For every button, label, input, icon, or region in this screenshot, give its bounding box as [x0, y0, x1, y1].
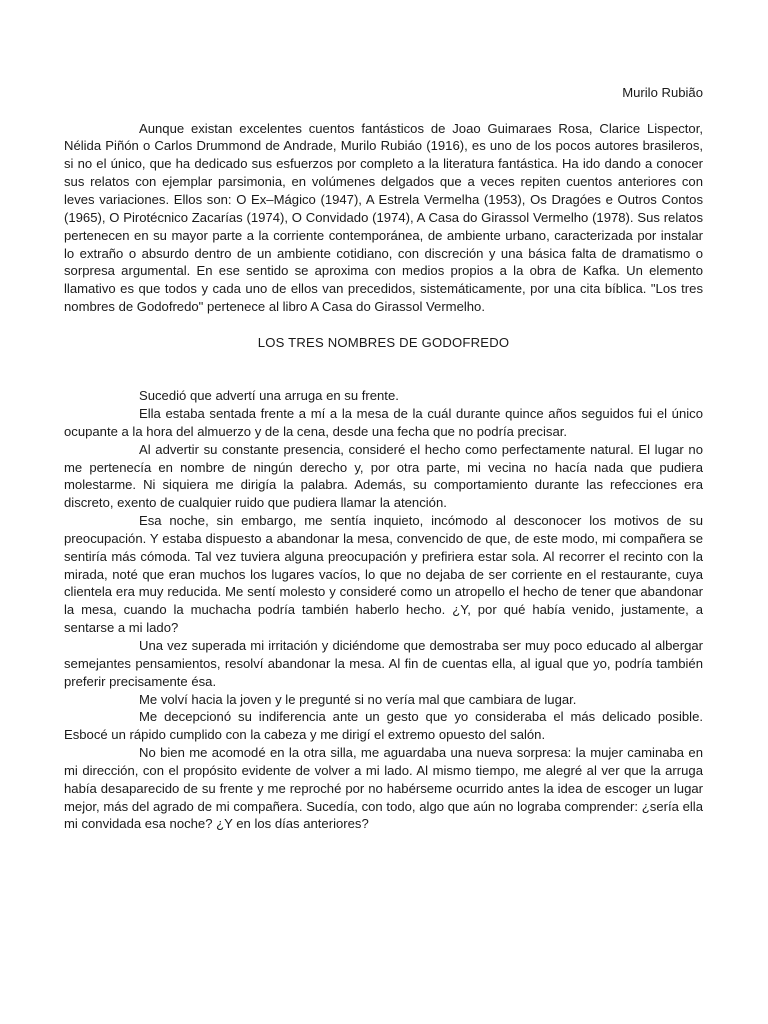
story-paragraph: Al advertir su constante presencia, consideré el hecho como perfectamente natural. El lugar no me pertenecía en nombre de ningún derecho y, por otra parte, mi vecina no hacía nada que pudiera molestarme. Ni siquiera me dirigía la palabra. Además, su comportamiento durante las refecciones era discreto, exento de cualquier ruido que pudiera llamar la atención.	[64, 441, 703, 511]
story-paragraph: Esa noche, sin embargo, me sentía inquieto, incómodo al desconocer los motivos de su preocupación. Y estaba dispuesto a abandonar la mesa, convencido de que, de este modo, mi compañera se sentiría más cómoda. Tal vez tuviera alguna preocupación y prefiriera estar sola. Al recorrer el recinto con la mirada, noté que eran muchos los lugares vacíos, lo que no dejaba de ser corriente en el restaurante, cuya clientela era muy reducida. Me sentí molesto y consideré como un atropello el hecho de tener que abandonar la mesa, cuando la muchacha podría también haberlo hecho. ¿Y, por qué había venido, justamente, a sentarse a mi lado?	[64, 513, 703, 636]
story-paragraph: Ella estaba sentada frente a mí a la mesa de la cuál durante quince años seguidos fui el único ocupante a la hora del almuerzo y de la cena, desde una fecha que no podría precisar.	[64, 406, 703, 439]
story-paragraph: Me decepcionó su indiferencia ante un gesto que yo consideraba el más delicado posible. Esbocé un rápido cumplido con la cabeza y me dirigí el extremo opuesto del salón.	[64, 709, 703, 743]
story-paragraph: Me volví hacia la joven y le pregunté si no vería mal que cambiara de lugar.	[139, 691, 577, 707]
document-page	[64, 84, 703, 833]
author-name: Murilo Rubião	[622, 85, 703, 100]
story-title: LOS TRES NOMBRES DE GODOFREDO	[257, 334, 510, 350]
story-paragraph: Sucedió que advertí una arruga en su frente.	[139, 388, 399, 404]
story-body	[64, 387, 703, 833]
story-paragraph: Una vez superada mi irritación y diciéndome que demostraba ser muy poco educado al albergar semejantes pensamientos, resolví abandonar la mesa. Al fin de cuentas ella, al igual que yo, podría también preferir precisamente ésa.	[64, 637, 703, 689]
intro-paragraph: Aunque existan excelentes cuentos fantásticos de Joao Guimaraes Rosa, Clarice Lispector, Nélida Piñón o Carlos Drummond de Andrade, Murilo Rubiáo (1916), es uno de los pocos autores brasileros, si no el único, que ha dedicado sus esfuerzos por completo a la literatura fantástica. Ha ido dando a conocer sus relatos con ejemplar parsimonia, en volúmenes delgados que a veces repiten cuentos anteriores con leves variaciones. Ellos son: O Ex–Mágico (1947), A Estrela Vermelha (1953), Os Dragóes e Outros Contos (1965), O Pirotécnico Zacarías (1974), O Convidado (1974), A Casa do Girassol Vermelho (1978). Sus relatos pertenecen en su mayor parte a la corriente contemporánea, de ambiente urbano, caracterizada por instalar lo extraño o absurdo dentro de un ambiente cotidiano, con discreción y una básica falta de dramatismo o sorpresa argumental. En ese sentido se aproxima con medios propios a la obra de Kafka. Un elemento llamativo es que todos y cada uno de ellos van precedidos, sistemáticamente, por una cita bíblica. "Los tres nombres de Godofredo" pertenece al libro A Casa do Girassol Vermelho.	[64, 120, 703, 315]
story-paragraph: No bien me acomodé en la otra silla, me aguardaba una nueva sorpresa: la mujer caminaba en mi dirección, con el propósito evidente de volver a mi lado. Al mismo tiempo, me alegré al ver que la arruga había desaparecido de su frente y me reproché por no habérseme ocurrido antes la idea de escoger un lugar mejor, más del agrado de mi compañera. Sucedía, con todo, algo que aún no lograba comprender: ¿sería ella mi convidada esa noche? ¿Y en los días anteriores?	[64, 745, 703, 832]
